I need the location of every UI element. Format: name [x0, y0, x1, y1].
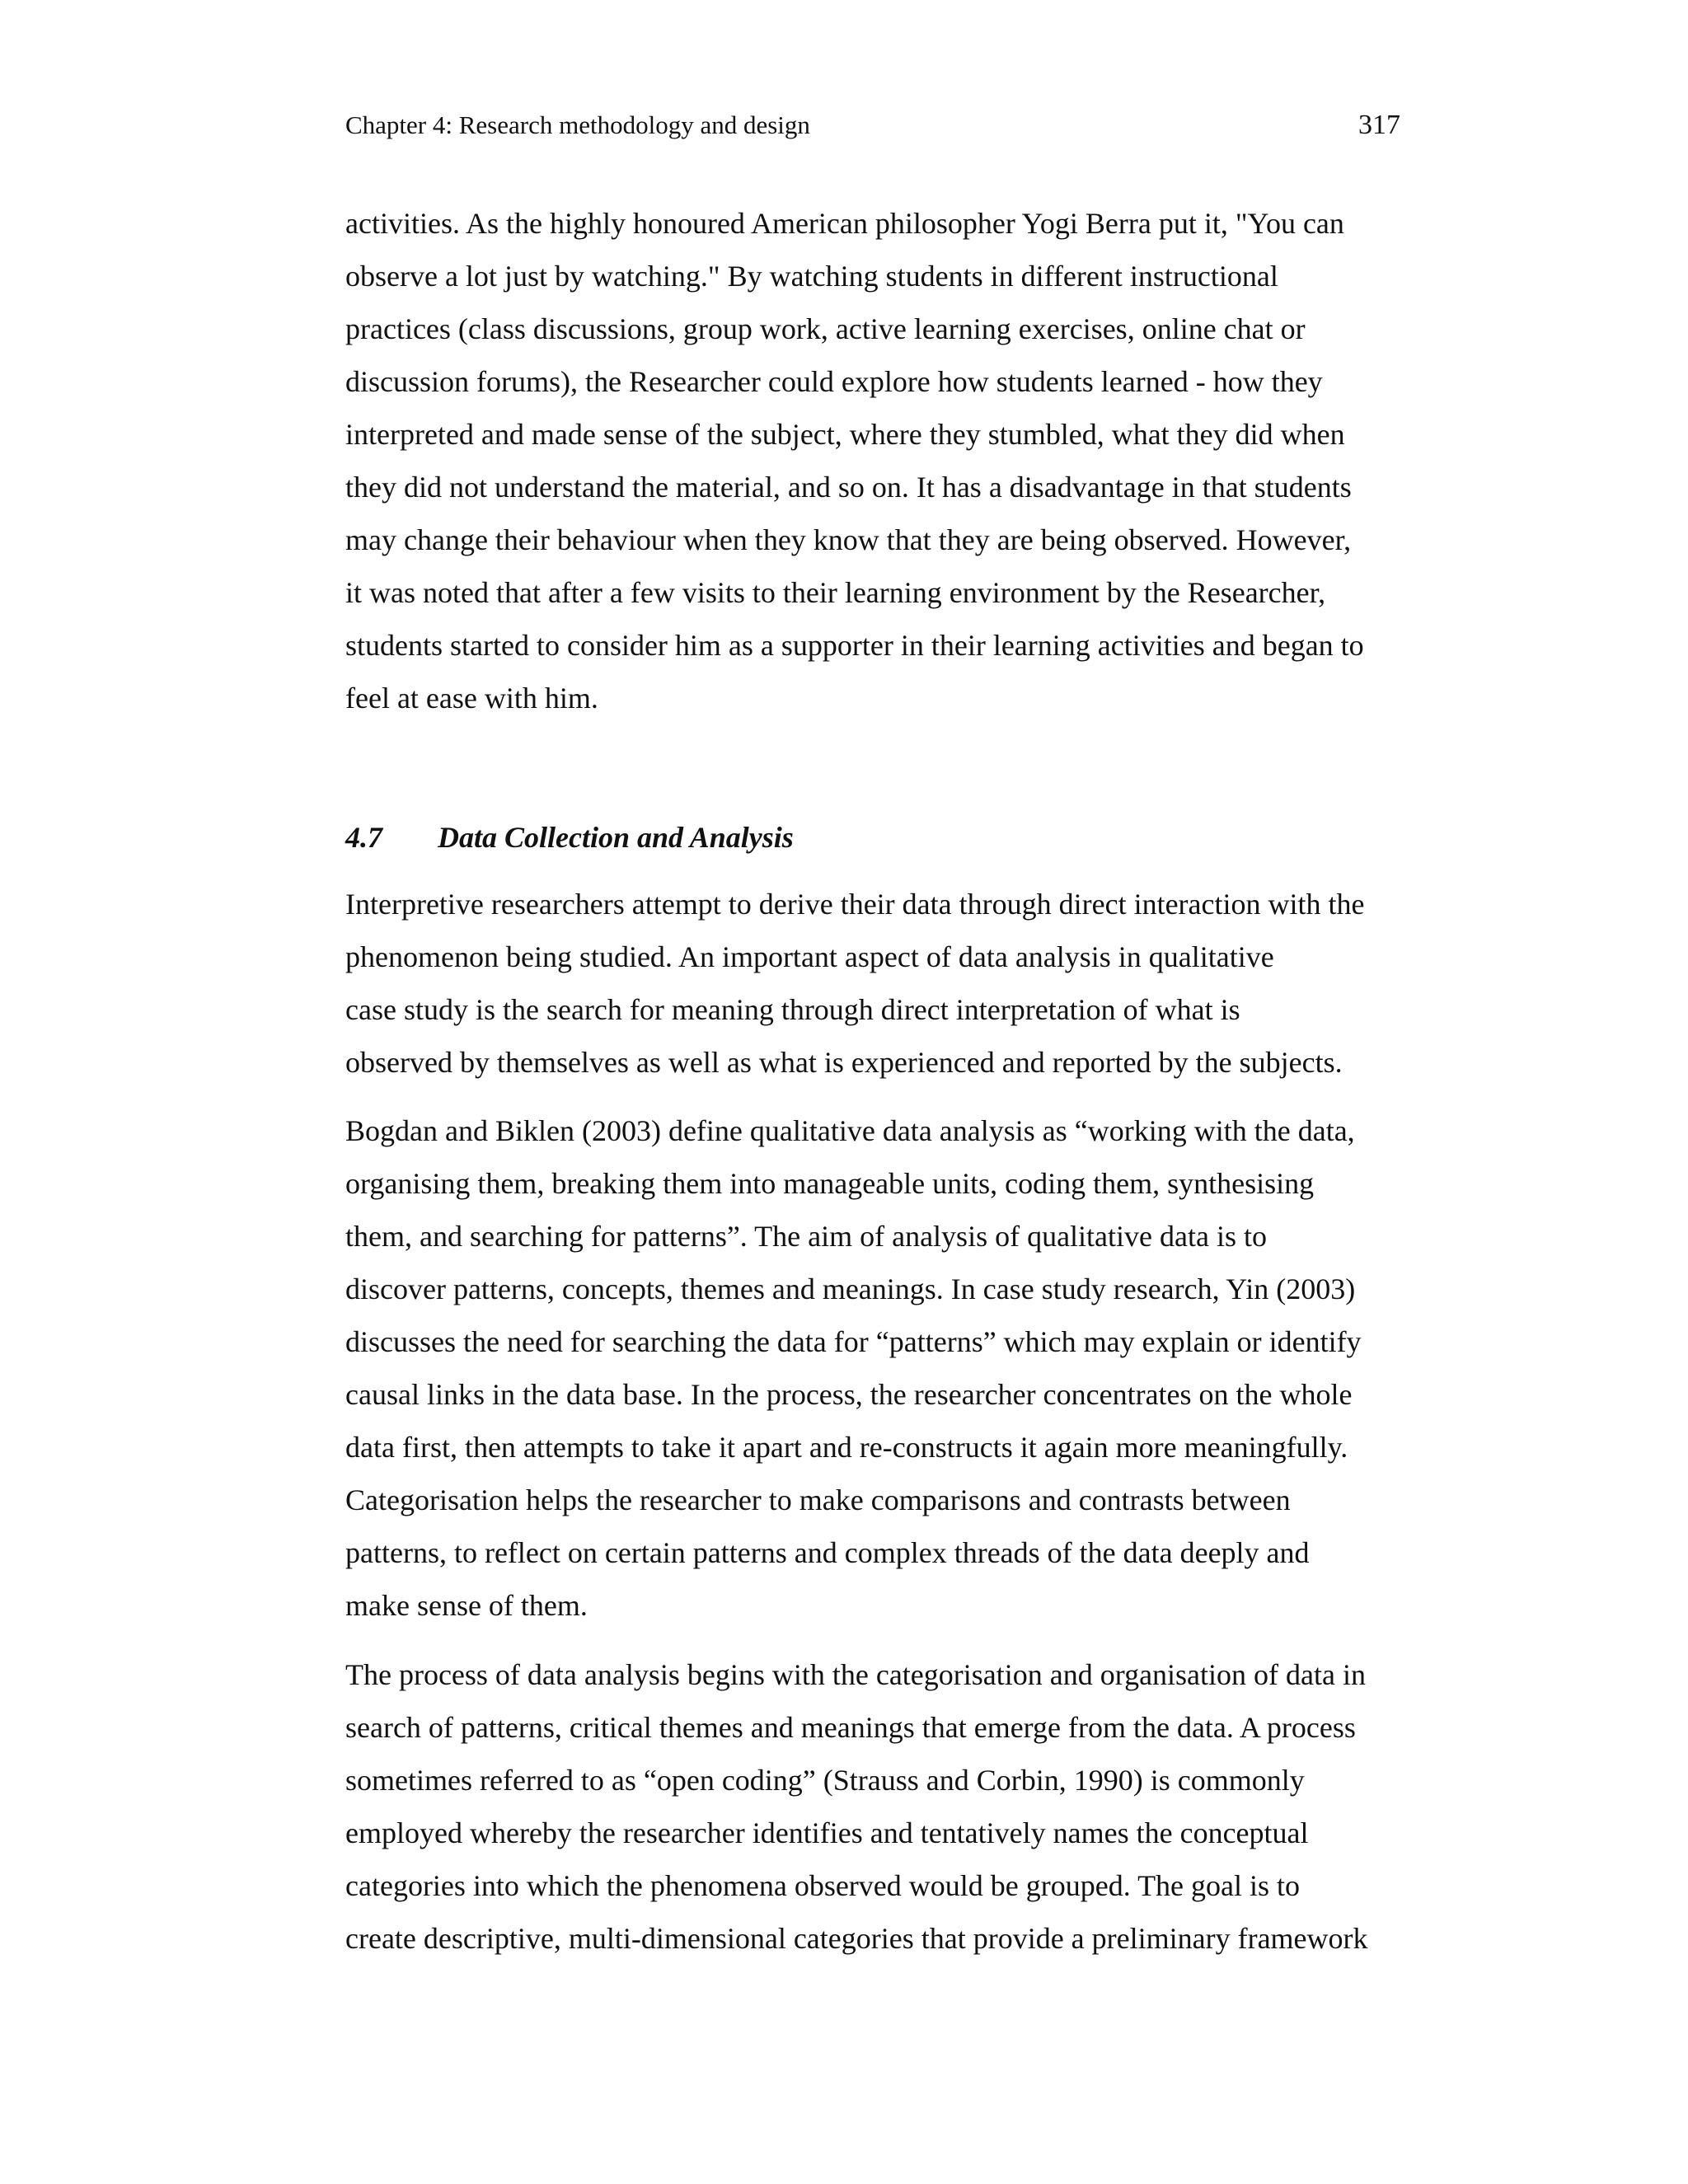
text-line: Bogdan and Biklen (2003) define qualitative data analysis as “working with the data, — [345, 1114, 1355, 1147]
text-line: practices (class discussions, group work, active learning exercises, online chat or — [345, 312, 1306, 345]
text-line: organising them, breaking them into manageable units, coding them, synthesising — [345, 1167, 1315, 1200]
text-line: categories into which the phenomena observed would be grouped. The goal is to — [345, 1869, 1301, 1902]
paragraph-interpretive-research — [345, 878, 1405, 1089]
section-heading — [345, 814, 1405, 860]
text-line: observed by themselves as well as what is experienced and reported by the subjects. — [345, 1046, 1343, 1079]
text-line: sometimes referred to as “open coding” (Strauss and Corbin, 1990) is commonly — [345, 1764, 1305, 1797]
text-line: case study is the search for meaning through direct interpretation of what is — [345, 993, 1240, 1026]
text-line: create descriptive, multi-dimensional categories that provide a preliminary framework — [345, 1922, 1368, 1955]
paragraph-bogdan-biklen — [345, 1104, 1405, 1632]
text-line: Interpretive researchers attempt to derive their data through direct interaction with the — [345, 888, 1365, 921]
text-line: phenomenon being studied. An important aspect of data analysis in qualitative — [345, 940, 1274, 973]
text-line: discussion forums), the Researcher could explore how students learned - how they — [345, 365, 1323, 398]
text-line: them, and searching for patterns”. The aim of analysis of qualitative data is to — [345, 1220, 1267, 1253]
text-line: interpreted and made sense of the subject, where they stumbled, what they did when — [345, 418, 1345, 451]
paragraph-observation — [345, 197, 1405, 724]
text-line: observe a lot just by watching." By watching students in different instructional — [345, 260, 1278, 293]
text-line: causal links in the data base. In the process, the researcher concentrates on the whole — [345, 1378, 1353, 1411]
section-title: Data Collection and Analysis — [438, 821, 794, 854]
chapter-title: Chapter 4: Research methodology and design — [345, 110, 810, 139]
page-number: 317 — [1358, 110, 1400, 140]
text-line: feel at ease with him. — [345, 682, 598, 715]
text-line: discover patterns, concepts, themes and meanings. In case study research, Yin (2003) — [345, 1272, 1356, 1305]
text-line: activities. As the highly honoured American philosopher Yogi Berra put it, "You can — [345, 207, 1344, 240]
text-line: Categorisation helps the researcher to make comparisons and contrasts between — [345, 1483, 1291, 1516]
text-line: data first, then attempts to take it apart and re-constructs it again more meaningfully. — [345, 1431, 1348, 1464]
text-line: employed whereby the researcher identifies and tentatively names the conceptual — [345, 1816, 1309, 1849]
paragraph-data-analysis-process — [345, 1648, 1405, 1965]
text-line: they did not understand the material, and so on. It has a disadvantage in that students — [345, 471, 1352, 504]
text-line: it was noted that after a few visits to their learning environment by the Researcher, — [345, 576, 1326, 609]
text-line: make sense of them. — [345, 1589, 588, 1622]
section-number: 4.7 — [345, 821, 382, 854]
text-line: students started to consider him as a supporter in their learning activities and began to — [345, 629, 1364, 662]
text-line: may change their behaviour when they know that they are being observed. However, — [345, 523, 1352, 556]
text-line: discusses the need for searching the data for “patterns” which may explain or identify — [345, 1325, 1362, 1358]
text-line: patterns, to reflect on certain patterns and complex threads of the data deeply and — [345, 1536, 1310, 1569]
text-line: The process of data analysis begins with the categorisation and organisation of data in — [345, 1658, 1366, 1691]
running-header — [345, 105, 1400, 145]
text-line: search of patterns, critical themes and meanings that emerge from the data. A process — [345, 1711, 1356, 1744]
